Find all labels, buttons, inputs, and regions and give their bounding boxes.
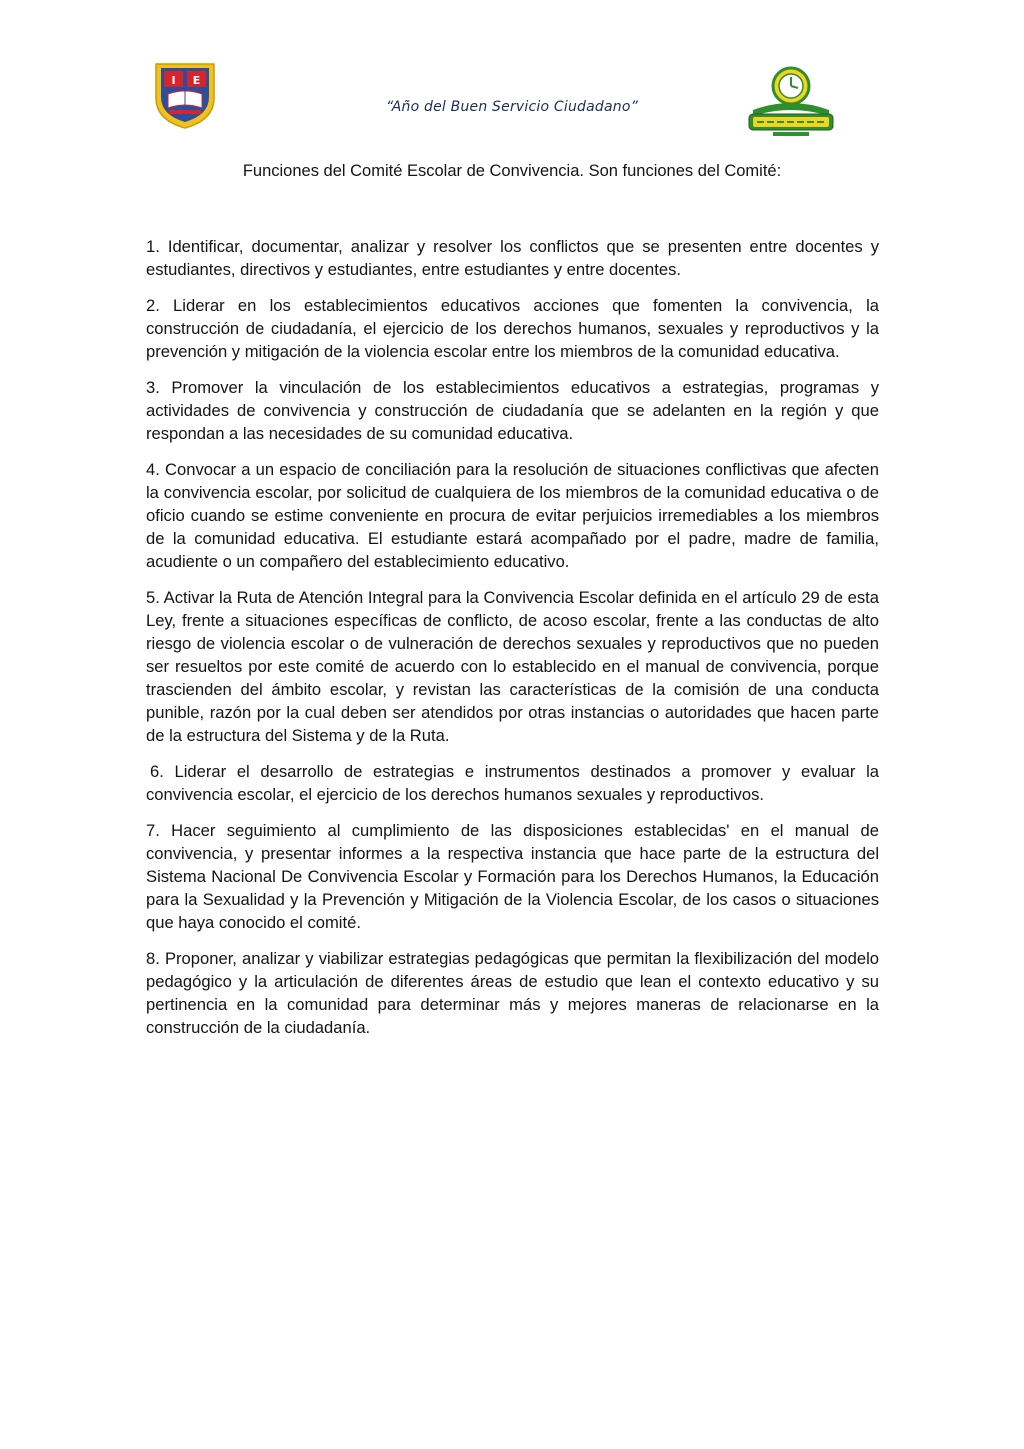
- svg-text:E: E: [192, 74, 201, 87]
- list-item: 8. Proponer, analizar y viabilizar estrategias pedagógicas que permitan la flexibilización del modelo pedagógico y la articulación de diferentes áreas de estudio que lean el contexto educativo y su pertinencia en la comunidad para determinar más y mejores maneras de relacionarse en la construcción de la ciudadanía.: [146, 949, 879, 1037]
- list-item: 3. Promover la vinculación de los establecimientos educativos a estrategias, programas y actividades de convivencia y construcción de ciudadanía que se adelanten en la región y que respondan a las necesidades de su comunidad educativa.: [146, 378, 879, 443]
- list-item: 5. Activar la Ruta de Atención Integral para la Convivencia Escolar definida en el artículo 29 de esta Ley, frente a situaciones específicas de conflicto, de acoso escolar, frente a las conductas de alto riesgo de violencia escolar o de vulneración de derechos sexuales y reproductivos que no pueden ser resueltos por este comité de acuerdo con lo establecido en el manual de convivencia, porque trascienden del ámbito escolar, y revistan las características de la comisión de una conducta punible, razón por la cual deben ser atendidos por otras instancias o autoridades que hacen parte de la estructura del Sistema y de la Ruta.: [146, 588, 879, 745]
- document-title: Funciones del Comité Escolar de Convivencia. Son funciones del Comité:: [242, 162, 782, 180]
- list-item: 6. Liderar el desarrollo de estrategias e instrumentos destinados a promover y evaluar la convivencia escolar, el ejercicio de los derechos humanos sexuales y reproductivos.: [146, 762, 879, 804]
- list-item: 4. Convocar a un espacio de conciliación para la resolución de situaciones conflictivas que afecten la convivencia escolar, por solicitud de cualquiera de los miembros de la comunidad educativa o de oficio cuando se estime conveniente en procura de evitar perjuicios irremediables a los miembros de la comunidad educativa. El estudiante estará acompañado por el padre, madre de familia, acudiente o un compañero del establecimiento educativo.: [146, 460, 879, 571]
- list-item: 7. Hacer seguimiento al cumplimiento de las disposiciones establecidas' en el manual de convivencia, y presentar informes a la respectiva instancia que hace parte de la estructura del Sistema Nacional De Convivencia Escolar y Formación para los Derechos Humanos, la Educación para la Sexualidad y la Prevención y Mitigación de la Violencia Escolar, de los casos o situaciones que haya conocido el comité.: [146, 821, 879, 932]
- school-shield-logo-icon: [150, 58, 220, 130]
- list-item: 1. Identificar, documentar, analizar y resolver los conflictos que se presenten entre docentes y estudiantes, directivos y estudiantes, entre estudiantes y entre docentes.: [146, 237, 879, 279]
- list-item: 2. Liderar en los establecimientos educativos acciones que fomenten la convivencia, la construcción de ciudadanía, el ejercicio de los derechos humanos, sexuales y reproductivos y la prevención y mitigación de la violencia escolar entre los miembros de la comunidad educativa.: [146, 296, 879, 361]
- document-body: [146, 235, 879, 1052]
- header-motto: “Año del Buen Servicio Ciudadano”: [385, 99, 639, 115]
- jornada-escolar-completa-logo-icon: [745, 64, 837, 140]
- svg-text:I: I: [171, 74, 176, 87]
